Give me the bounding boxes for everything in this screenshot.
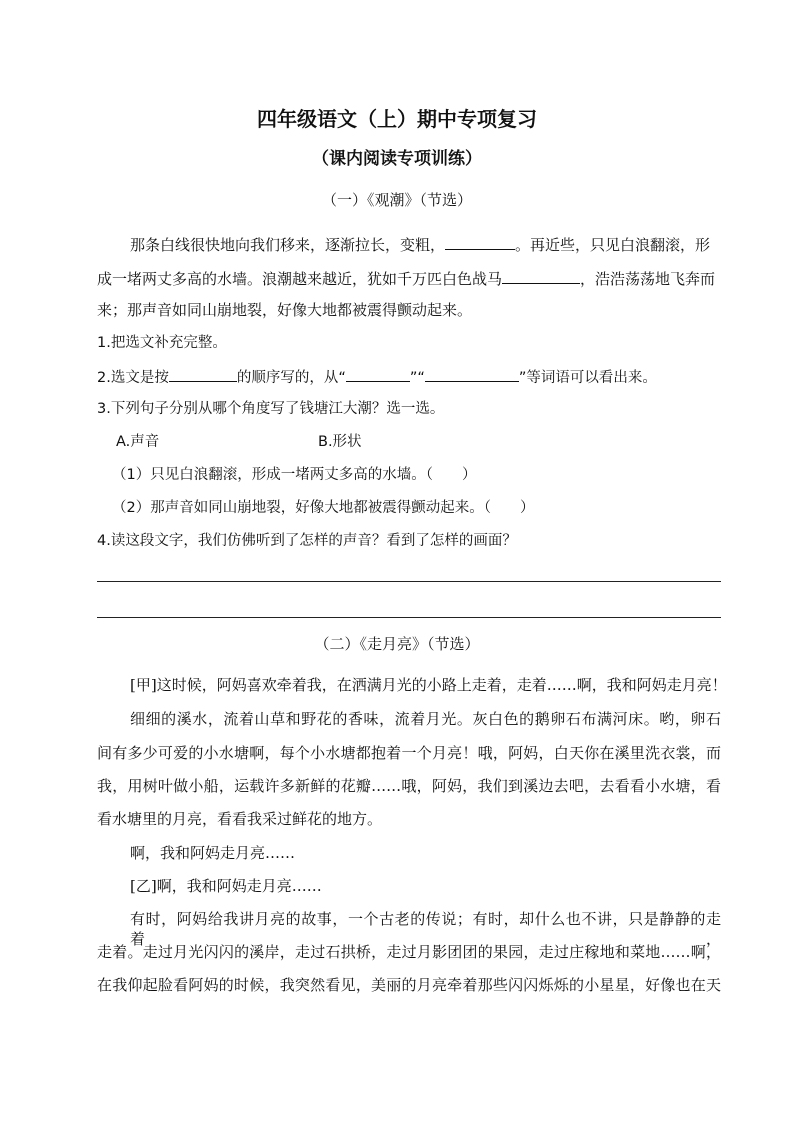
passage-text: 。再近些，只见白浪翻滚，形 [515,236,711,254]
passage-line: 看水塘里的月亮，看看我采过鲜花的地方。 [97,810,383,828]
passage-text: ，浩浩荡荡地飞奔而 [580,270,716,288]
passage-paragraph-yi: [乙]啊，我和阿妈走月亮…… [130,877,322,895]
passage-text: 成一堵两丈多高的水墙。浪潮越来越近，犹如千万匹白色战马 [97,270,503,288]
passage-paragraph-jia: [甲]这时候，阿妈喜欢牵着我，在洒满月光的小路上走着，走着……啊，我和阿妈走月亮！ [130,676,727,694]
fill-blank[interactable] [445,234,515,250]
question-1: 1.把选文补充完整。 [97,335,227,351]
passage-line: 啊，我和阿妈走月亮…… [130,844,296,862]
question-3: 3.下列句子分别从哪个角度写了钱塘江大潮？选一选。 [97,401,445,417]
answer-blank[interactable] [169,366,237,382]
passage-line: 细细的溪水，流着山草和野花的香味，流着月光。灰白色的鹅卵石布满河床。哟，卵石 [130,710,721,728]
passage-line: 我，用树叶做小船，运载许多新鲜的花瓣……哦，阿妈，我们到溪边去吧，去看看小水塘，看 [97,777,721,795]
answer-line[interactable] [97,617,721,618]
answer-line[interactable] [97,581,721,582]
question-text: 2.选文是按 [97,370,169,386]
fill-blank[interactable] [502,268,580,284]
section-heading-guanchao: （一）《观潮》（节选） [321,191,472,209]
passage-line: 间有多少可爱的小水塘啊，每个小水塘都抱着一个月亮！哦，阿妈，白天你在溪里洗衣裳，而 [97,744,721,762]
passage-line: 在我仰起脸看阿妈的时候，我突然看见，美丽的月亮牵着那些闪闪烁烁的小星星，好像也在天 [97,976,721,994]
passage-line: 走着。走过月光闪闪的溪岸，走过石拱桥，走过月影团团的果园，走过庄稼地和菜地……啊， [97,943,721,961]
question-text: 的顺序写的，从“ [236,370,346,386]
passage-text: 那条白线很快地向我们移来，逐渐拉长，变粗， [130,236,446,254]
page-title: 四年级语文（上）期中专项复习 [257,107,537,131]
passage-line [130,234,721,255]
passage-line [97,268,721,289]
question-4: 4.读这段文字，我们仿佛听到了怎样的声音？看到了怎样的画面？ [97,533,517,549]
option-b: B.形状 [318,434,362,450]
section-heading-zouyueliang: （二）《走月亮》（节选） [314,635,480,653]
passage-line: 来；那声音如同山崩地裂，好像大地都被震得颤动起来。 [97,301,473,319]
question-3-item-2[interactable]: （2）那声音如同山崩地裂，好像大地都被震得颤动起来。（ ） [112,500,535,516]
question-3-item-1[interactable]: （1）只见白浪翻滚，形成一堵两丈多高的水墙。（ ） [112,467,477,483]
question-text: ”等词语可以看出来。 [518,370,657,386]
option-a: A.声音 [116,434,160,450]
answer-blank[interactable] [425,366,519,382]
passage-line: 有时，阿妈给我讲月亮的故事，一个古老的传说；有时，却什么也不讲，只是静静的走着， [130,910,721,948]
question-2 [97,366,657,388]
answer-blank[interactable] [346,366,410,382]
question-text: ”“ [409,370,425,386]
page-subtitle: （课内阅读专项训练） [312,149,482,169]
